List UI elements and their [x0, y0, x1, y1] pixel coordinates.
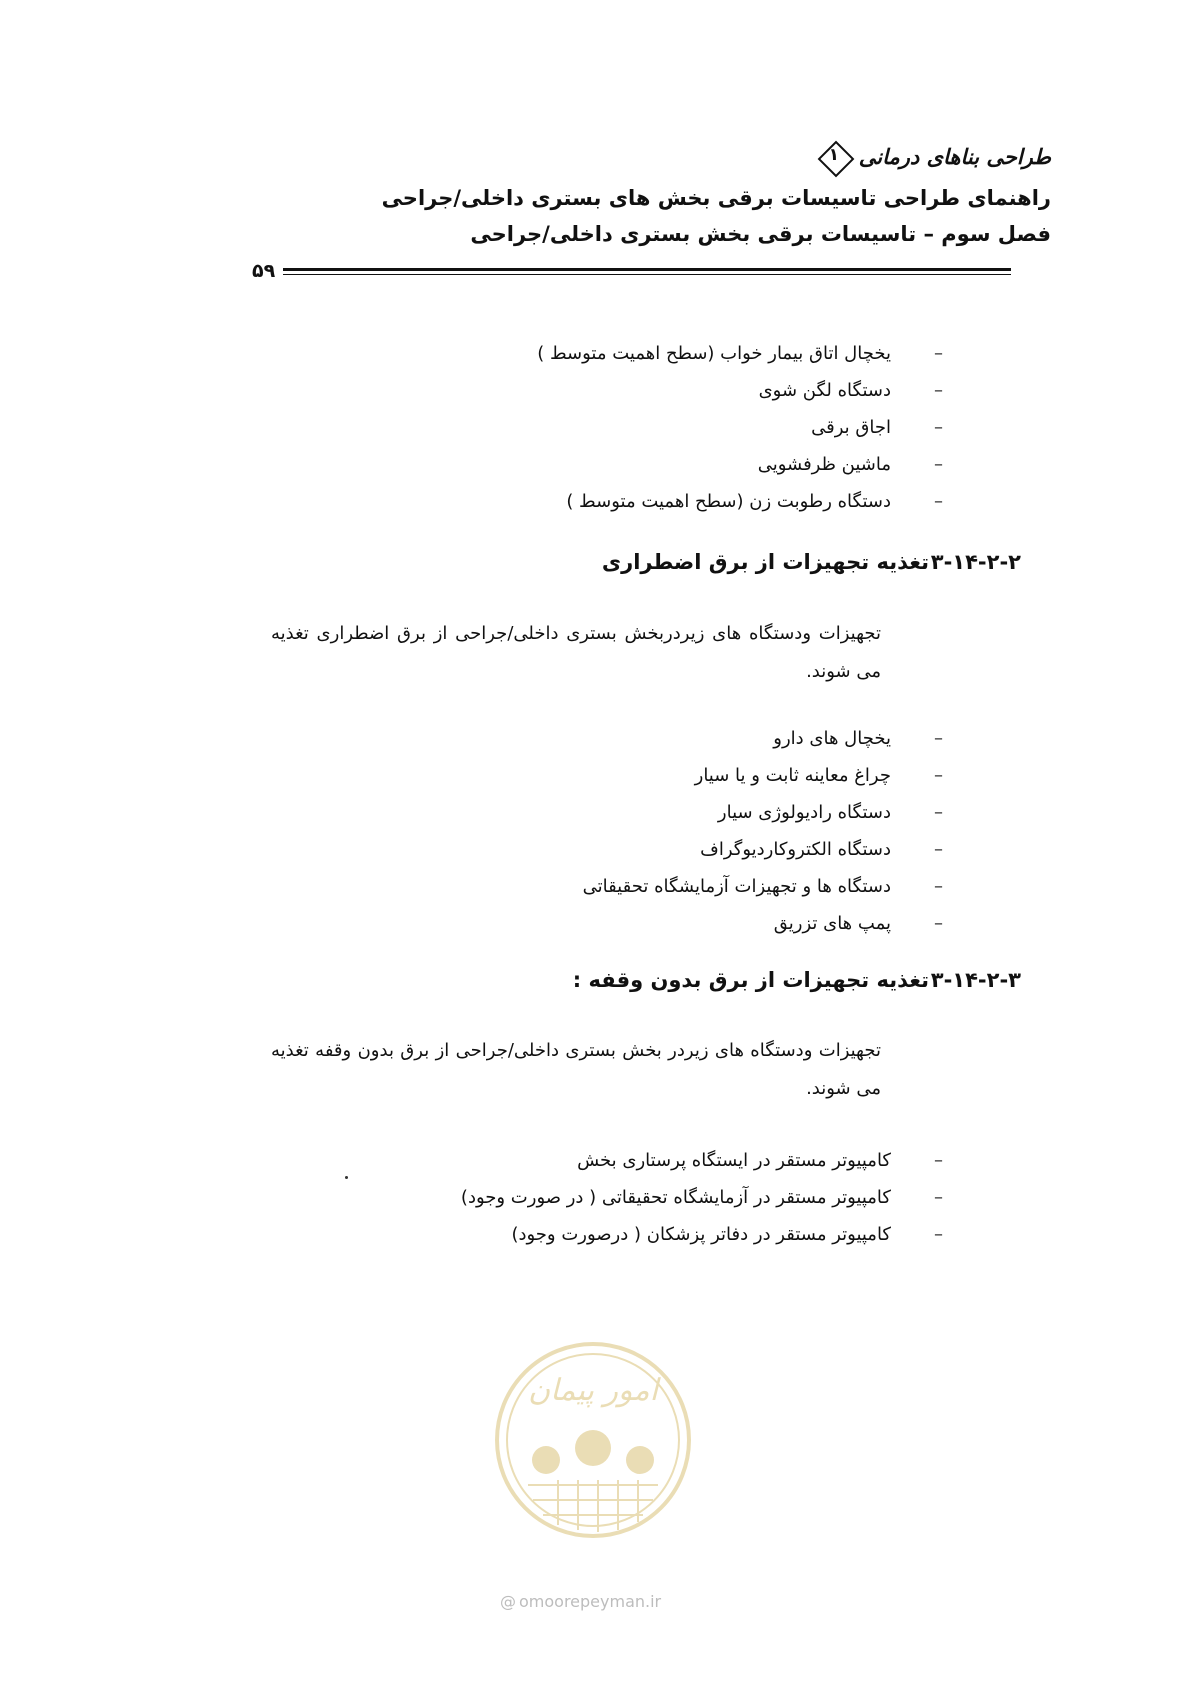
equipment-list-ups	[461, 1142, 943, 1253]
list-dash: –	[934, 454, 943, 475]
list-dash: –	[934, 343, 943, 364]
list-dash: –	[934, 380, 943, 401]
page-number: ۵۹	[252, 260, 276, 282]
list-item: – اجاق برقی	[537, 409, 943, 446]
book-title: طراحی بناهای درمانی	[858, 145, 1051, 169]
list-item: – پمپ های تزریق	[583, 905, 943, 942]
list-item: – دستگاه رادیولوژی سیار	[583, 794, 943, 831]
list-item: – دستگاه رطوبت زن (سطح اهمیت متوسط )	[537, 483, 943, 520]
list-dash: –	[934, 913, 943, 934]
section-paragraph-ups: تجهیزات ودستگاه های زیردر بخش بستری داخلی/جراحی از برق بدون وقفه تغذیه می شوند.	[271, 1040, 881, 1099]
equipment-list-top	[537, 335, 943, 520]
list-item: – کامپیوتر مستقر در آزمایشگاه تحقیقاتی ( در صورت وجود)	[461, 1179, 943, 1216]
equipment-list-emergency	[583, 720, 943, 942]
list-dash: –	[934, 728, 943, 749]
list-dash: –	[934, 839, 943, 860]
guide-title: راهنمای طراحی تاسیسات برقی بخش های بستری داخلی/جراحی	[381, 186, 1051, 210]
list-item: – چراغ معاینه ثابت و یا سیار	[583, 757, 943, 794]
section-number: ۳-۱۴-۲-۲	[930, 550, 1021, 574]
list-item: – کامپیوتر مستقر در ایستگاه پرستاری بخش	[461, 1142, 943, 1179]
list-item: – ماشین ظرفشویی	[537, 446, 943, 483]
list-item: – کامپیوتر مستقر در دفاتر پزشکان ( درصورت وجود)	[461, 1216, 943, 1253]
watermark-url: @ omoorepeyman.ir	[500, 1592, 662, 1611]
volume-diamond-icon	[817, 140, 851, 174]
chapter-title: فصل سوم – تاسیسات برقی بخش بستری داخلی/جراحی	[470, 222, 1051, 246]
list-item: – یخچال اتاق بیمار خواب (سطح اهمیت متوسط )	[537, 335, 943, 372]
header-rule	[283, 268, 1011, 271]
svg-text:امور پیمان: امور پیمان	[528, 1373, 658, 1408]
list-dash: –	[934, 876, 943, 897]
section-paragraph-emergency: تجهیزات ودستگاه های زیردربخش بستری داخلی/جراحی از برق اضطراری تغذیه می شوند.	[271, 623, 881, 682]
scan-speck	[345, 1176, 348, 1179]
list-item: – دستگاه الکتروکاردیوگراف	[583, 831, 943, 868]
list-item: – دستگاه ها و تجهیزات آزمایشگاه تحقیقاتی	[583, 868, 943, 905]
list-dash: –	[934, 1187, 943, 1208]
list-dash: –	[934, 765, 943, 786]
volume-number: ۱	[828, 145, 839, 165]
section-title: تغذیه تجهیزات از برق اضطراری	[601, 550, 929, 574]
book-title-row	[811, 140, 1051, 174]
at-icon: @	[500, 1592, 516, 1611]
section-heading-ups-power	[573, 968, 1021, 992]
list-dash: –	[934, 1150, 943, 1171]
section-title: تغذیه تجهیزات از برق بدون وقفه :	[572, 968, 929, 992]
list-dash: –	[934, 802, 943, 823]
list-dash: –	[934, 417, 943, 438]
list-dash: –	[934, 491, 943, 512]
list-dash: –	[934, 1224, 943, 1245]
list-item: – دستگاه لگن شوی	[537, 372, 943, 409]
section-heading-emergency-power	[602, 550, 1021, 574]
section-number: ۳-۱۴-۲-۳	[930, 968, 1021, 992]
watermark-logo-icon	[488, 1330, 698, 1570]
header-rule-thin	[283, 274, 1011, 275]
list-item: – یخچال های دارو	[583, 720, 943, 757]
